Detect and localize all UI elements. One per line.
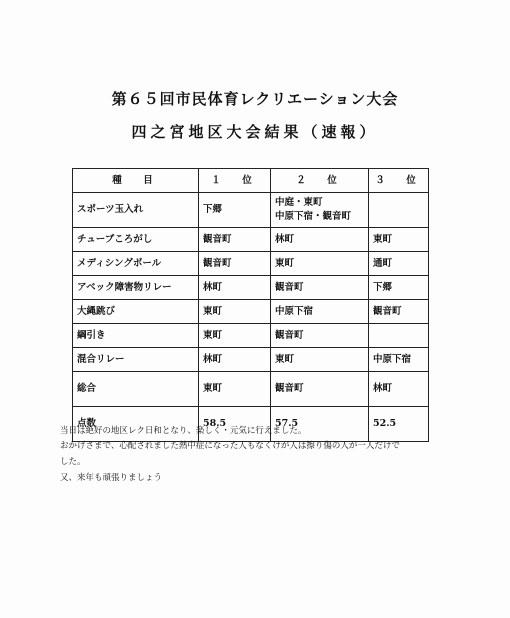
document-title: 第６５回市民体育レクリエーション大会 [111, 90, 399, 108]
results-table [72, 168, 429, 442]
second-place-cell: 観音町 [271, 372, 369, 407]
document-subtitle: 四之宮地区大会結果（速報） [131, 123, 379, 141]
event-cell: 綱引き [73, 324, 199, 348]
third-place-cell: 東町 [369, 228, 429, 252]
third-place-cell [369, 193, 429, 228]
table-row [73, 348, 429, 372]
table-row [73, 252, 429, 276]
header-first: １ 位 [199, 169, 271, 193]
note-line: おかげさまで、心配されました熱中症になった人もなくけが人は擦り傷の人が一人だけで [60, 441, 400, 451]
event-cell: 大縄跳び [73, 300, 199, 324]
table-row [73, 300, 429, 324]
table-row [73, 228, 429, 252]
third-place-cell: 52.5 [369, 407, 429, 442]
event-cell: メディシングボール [73, 252, 199, 276]
note-line: した。 [60, 457, 86, 467]
table-header-row [73, 169, 429, 193]
header-second: ２ 位 [271, 169, 369, 193]
first-place-cell: 下郷 [199, 193, 271, 228]
note-line: 当日は絶好の地区レク日和となり、楽しく・元気に行えました。 [60, 426, 307, 436]
third-place-cell: 林町 [369, 372, 429, 407]
first-place-cell: 東町 [199, 300, 271, 324]
third-place-cell: 中原下宿 [369, 348, 429, 372]
event-cell: チューブころがし [73, 228, 199, 252]
event-cell: 点数 [73, 407, 199, 442]
first-place-cell: 観音町 [199, 252, 271, 276]
table-row [73, 193, 429, 228]
event-cell: アベック障害物リレー [73, 276, 199, 300]
second-place-line: 中原下宿・観音町 [275, 211, 352, 222]
first-place-cell: 東町 [199, 324, 271, 348]
second-place-cell: 観音町 [271, 276, 369, 300]
table-row [73, 276, 429, 300]
second-place-cell: 東町 [271, 252, 369, 276]
first-place-cell: 東町 [199, 372, 271, 407]
table-row [73, 372, 429, 407]
header-event: 種 目 [73, 169, 199, 193]
first-place-cell: 58.5 [199, 407, 271, 442]
table-row [73, 324, 429, 348]
first-place-cell: 観音町 [199, 228, 271, 252]
third-place-cell [369, 324, 429, 348]
second-place-cell: 東町 [271, 348, 369, 372]
third-place-cell: 観音町 [369, 300, 429, 324]
third-place-cell: 下郷 [369, 276, 429, 300]
first-place-cell: 林町 [199, 276, 271, 300]
event-cell: スポーツ玉入れ [73, 193, 199, 228]
third-place-cell: 通町 [369, 252, 429, 276]
second-place-cell [271, 193, 369, 228]
note-line: 又、来年も頑張りましょう [60, 473, 163, 483]
second-place-cell: 中原下宿 [271, 300, 369, 324]
second-place-line: 中庭・東町 [275, 197, 323, 208]
second-place-cell: 林町 [271, 228, 369, 252]
first-place-cell: 林町 [199, 348, 271, 372]
second-place-cell: 観音町 [271, 324, 369, 348]
event-cell: 総合 [73, 372, 199, 407]
header-third: ３ 位 [369, 169, 429, 193]
second-place-cell: 57.5 [271, 407, 369, 442]
event-cell: 混合リレー [73, 348, 199, 372]
